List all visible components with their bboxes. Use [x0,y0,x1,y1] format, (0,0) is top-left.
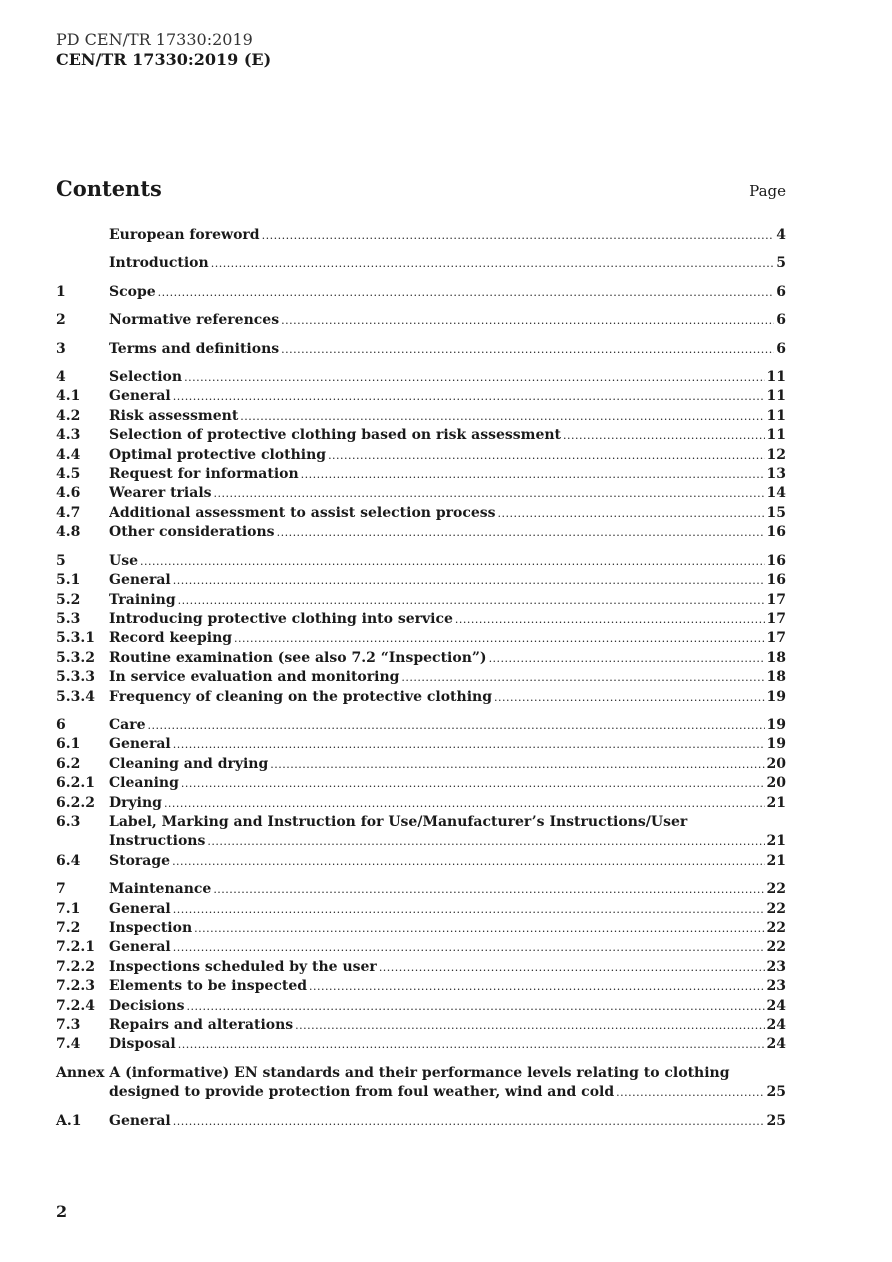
toc-entry-number: 4.5 [56,466,81,483]
toc-entry-number: 6 [56,716,66,733]
leader-dots [187,997,765,1016]
toc-entry-title: Request for information [109,466,299,483]
toc-entry-page: 20 [766,775,786,792]
toc-entry-page: 17 [766,591,786,608]
toc-entry[interactable] [56,1016,786,1035]
leader-dots [379,958,765,977]
leader-dots [172,852,764,871]
toc-entry[interactable] [56,919,786,938]
toc-group [56,254,786,273]
toc-entry-title-wrap [109,997,765,1016]
toc-group [56,283,786,302]
toc-entry-number: 2 [56,312,66,329]
toc-entry-number: 7.2.4 [56,997,95,1014]
toc-entry-page: 13 [766,466,786,483]
toc-entry-title-wrap [109,591,765,610]
leader-dots [213,880,764,899]
toc-entry-title-wrap [109,649,765,668]
leader-dots [178,1035,765,1054]
toc-entry[interactable] [56,504,786,523]
leader-dots [140,552,765,571]
toc-entry-number: 7 [56,881,66,898]
leader-dots [164,794,765,813]
leader-dots [277,523,765,542]
toc-entry[interactable] [56,552,786,571]
toc-entry[interactable] [56,387,786,406]
contents-heading [56,176,786,206]
toc-entry-title: Maintenance [109,881,212,898]
toc-entry-page: 23 [766,958,786,975]
toc-entry[interactable] [56,446,786,465]
toc-entry[interactable] [56,465,786,484]
toc-entry[interactable] [56,340,786,359]
toc-entry-title: Selection [109,369,183,386]
leader-dots [281,340,774,359]
toc-entry-page: 17 [766,630,786,647]
leader-dots [262,226,775,245]
toc-entry-title: General [109,1112,171,1129]
toc-entry-number: 4.3 [56,427,81,444]
toc-entry-title: Disposal [109,1036,176,1053]
toc-entry-title-wrap [109,735,765,754]
toc-entry-page: 15 [766,504,786,521]
toc-entry-page: 6 [776,312,786,329]
toc-entry-title-wrap [109,938,765,957]
toc-entry-number [56,1083,109,1102]
toc-entry-number: 4.2 [56,407,81,424]
toc-entry-title: Annex A (informative) EN standards and their performance levels relating to clothing [56,1064,730,1081]
toc-entry-number: 4.4 [56,446,81,463]
toc-entry-page: 6 [776,340,786,357]
toc-entry[interactable] [56,254,786,273]
toc-entry-title: Use [109,552,138,569]
toc-entry-page: 20 [766,755,786,772]
toc-entry[interactable] [56,668,786,687]
toc-entry-page: 6 [776,283,786,300]
toc-entry-title: Introduction [109,255,209,272]
toc-entry-title: Label, Marking and Instruction for Use/Manufacturer’s Instructions/User [109,813,688,830]
toc-entry-title-wrap [109,552,765,571]
toc-entry-page: 21 [766,833,786,850]
toc-entry-number: 5.3.3 [56,669,95,686]
toc-entry-number: 5 [56,552,66,569]
toc-entry-title: Decisions [109,997,185,1014]
toc-entry-number: 4.6 [56,485,81,502]
leader-dots [158,283,775,302]
toc-entry-title: Care [109,716,146,733]
toc-entry-page: 22 [766,920,786,936]
toc-entry[interactable] [56,283,786,302]
toc-entry-title-wrap [109,283,774,302]
toc-entry-page: 24 [766,1036,786,1053]
toc-entry-page: 21 [766,794,786,811]
toc-entry-number: 7.2 [56,920,81,936]
document-header [56,30,271,70]
toc-entry[interactable] [56,977,786,996]
toc-entry-number: 4.1 [56,388,81,405]
toc-entry[interactable] [56,774,786,793]
toc-entry-number: 5.1 [56,572,81,589]
toc-entry-number: 6.3 [56,813,81,830]
toc-entry[interactable] [56,1083,786,1102]
toc-entry-title: Storage [109,852,171,869]
toc-entry-page: 19 [766,716,786,733]
toc-entry[interactable] [56,880,786,899]
toc-entry-number: 6.2 [56,755,81,772]
toc-entry-number: 7.2.2 [56,958,95,975]
toc-group [56,716,786,871]
toc-entry-page: 22 [766,900,786,917]
toc-entry-title-wrap [109,794,765,813]
toc-entry-title-wrap [109,426,765,445]
toc-entry-page: 16 [766,552,786,569]
toc-entry-title: Cleaning and drying [109,755,269,772]
toc-entry-number [56,832,109,851]
toc-entry-title-wrap [109,880,765,899]
leader-dots [489,649,765,668]
toc-entry[interactable] [56,958,786,977]
toc-entry-number: 6.2.1 [56,775,95,792]
toc-entry-title-wrap [109,387,765,406]
toc-entry-page: 5 [776,255,786,272]
toc-entry-page: 19 [766,736,786,753]
toc-entry-title: Cleaning [109,775,179,792]
toc-entry-title: European foreword [109,227,260,243]
toc-entry[interactable] [56,688,786,707]
leader-dots [214,484,765,503]
toc-entry-title: Training [109,591,176,608]
toc-entry[interactable] [56,755,786,774]
toc-group [56,311,786,330]
toc-entry-title-wrap [109,523,765,542]
toc-entry-title-wrap [109,226,774,245]
toc-entry-title-wrap [109,368,765,387]
toc-entry-number: 7.2.3 [56,978,95,995]
toc-entry-page: 23 [766,978,786,995]
toc-entry-title-wrap [109,813,786,832]
leader-dots [234,629,764,648]
toc-entry-title-wrap [109,1035,765,1054]
toc-entry-title: Instructions [109,833,206,850]
toc-entry-title-wrap [109,900,765,919]
toc-entry-title: Terms and definitions [109,340,280,357]
toc-entry[interactable] [56,591,786,610]
toc-entry-title: Frequency of cleaning on the protective clothing [109,688,492,705]
toc-group [56,340,786,359]
toc-entry-title-wrap [109,254,774,273]
toc-entry[interactable] [56,997,786,1016]
toc-entry-title-wrap [109,688,765,707]
toc-entry-page: 19 [766,688,786,705]
leader-dots [173,900,765,919]
toc-entry-page: 25 [766,1112,786,1129]
toc-entry-title-wrap [109,465,765,484]
leader-dots [309,977,764,996]
toc-entry[interactable] [56,794,786,813]
toc-entry-page: 14 [766,485,786,502]
toc-entry-number: 4.7 [56,504,81,521]
toc-entry-title: Scope [109,283,156,300]
leader-dots [173,571,765,590]
toc-entry[interactable] [56,1112,786,1131]
toc-entry[interactable] [56,735,786,754]
toc-entry-title-wrap [109,610,765,629]
toc-group [56,552,786,707]
toc-entry-page: 18 [766,669,786,686]
contents-title: Contents [56,176,162,201]
toc-entry[interactable] [56,1064,786,1083]
toc-entry[interactable] [56,649,786,668]
leader-dots [194,919,764,938]
toc-entry-title-wrap [109,774,765,793]
toc-entry-title: Inspection [109,920,193,936]
toc-entry-title: Record keeping [109,630,233,647]
toc-entry-title: Introducing protective clothing into service [109,610,453,627]
toc-entry-title: Elements to be inspected [109,978,308,995]
toc-entry-number: 5.3.4 [56,688,95,705]
toc-entry-number [56,254,109,273]
toc-group [56,1064,786,1103]
toc-entry[interactable] [56,407,786,426]
toc-entry[interactable] [56,226,786,245]
toc-entry-page: 16 [766,572,786,589]
toc-entry-page: 24 [766,1017,786,1034]
leader-dots [401,668,764,687]
toc-entry-number: 7.2.1 [56,939,95,956]
toc-group [56,226,786,245]
leader-dots [173,387,765,406]
leader-dots [295,1016,764,1035]
toc-entry-title-wrap [109,919,765,938]
toc-entry-number: 6.4 [56,852,81,869]
leader-dots [173,938,765,957]
toc-entry-title: Wearer trials [109,485,212,502]
toc-entry-number: 6.2.2 [56,794,95,811]
toc-entry-page: 12 [766,446,786,463]
leader-dots [455,610,765,629]
toc-entry[interactable] [56,832,786,851]
toc-entry-page: 11 [766,388,786,405]
toc-entry-number: 7.3 [56,1017,81,1034]
table-of-contents [56,226,786,1140]
toc-entry-title-wrap [109,852,765,871]
toc-entry[interactable] [56,938,786,957]
toc-entry[interactable] [56,1035,786,1054]
toc-entry-number: 5.2 [56,591,81,608]
toc-group [56,368,786,543]
toc-entry[interactable] [56,610,786,629]
toc-entry-title: General [109,572,171,589]
toc-entry-title-wrap [109,832,765,851]
toc-entry-title-wrap [109,1112,765,1131]
leader-dots [148,716,765,735]
leader-dots [184,368,764,387]
toc-entry-title: Additional assessment to assist selection process [109,504,496,521]
toc-entry-page: 24 [766,997,786,1014]
toc-entry-number: 4 [56,369,66,386]
leader-dots [270,755,764,774]
toc-entry-number: 7.4 [56,1036,81,1053]
leader-dots [328,446,764,465]
toc-entry-title: designed to provide protection from foul weather, wind and cold [109,1084,615,1101]
toc-entry-number: 3 [56,340,66,357]
toc-entry-number: 5.3.1 [56,630,95,647]
leader-dots [173,1112,765,1131]
toc-entry-page: 11 [766,369,786,386]
leader-dots [498,504,765,523]
toc-entry-title: Routine examination (see also 7.2 “Inspection”) [109,649,487,666]
leader-dots [181,774,765,793]
leader-dots [563,426,765,445]
toc-entry-page: 17 [766,610,786,627]
toc-entry-page: 11 [766,407,786,424]
toc-entry[interactable] [56,368,786,387]
toc-entry[interactable] [56,716,786,735]
toc-entry[interactable] [56,571,786,590]
toc-entry-title-wrap [109,340,774,359]
toc-entry-title: Repairs and alterations [109,1017,294,1034]
toc-entry-title: Other considerations [109,524,275,541]
document-id: PD CEN/TR 17330:2019 [56,30,253,49]
toc-entry[interactable] [56,900,786,919]
toc-entry-title-wrap [109,1016,765,1035]
toc-entry-title-wrap [109,716,765,735]
page-number: 2 [56,1202,68,1221]
toc-entry-title-wrap [109,1083,765,1102]
leader-dots [281,311,774,330]
toc-entry-page: 21 [766,852,786,869]
leader-dots [173,735,765,754]
leader-dots [178,591,765,610]
toc-entry-title-wrap [109,629,765,648]
toc-entry[interactable] [56,852,786,871]
toc-entry-title-wrap [109,311,774,330]
page-column-label: Page [749,182,786,200]
leader-dots [211,254,775,273]
toc-entry-title-wrap [109,407,765,426]
toc-entry-page: 25 [766,1084,786,1101]
toc-entry-page: 4 [776,227,786,243]
leader-dots [301,465,765,484]
toc-entry-title: General [109,939,171,956]
toc-entry-title: In service evaluation and monitoring [109,669,400,686]
toc-entry[interactable] [56,311,786,330]
toc-entry-number: 5.3.2 [56,649,95,666]
toc-entry-number [56,226,109,245]
toc-entry-title: Normative references [109,312,280,329]
toc-entry-title-wrap [109,484,765,503]
toc-entry-title: Selection of protective clothing based on risk assessment [109,427,561,444]
toc-group [56,1112,786,1131]
toc-entry-page: 16 [766,524,786,541]
leader-dots [494,688,765,707]
toc-entry-title: General [109,736,171,753]
toc-entry-page: 22 [766,881,786,898]
toc-entry-title: Optimal protective clothing [109,446,327,463]
toc-entry-number: A.1 [56,1112,82,1129]
toc-entry-title-wrap [109,977,765,996]
leader-dots [240,407,764,426]
toc-entry-number: 5.3 [56,610,81,627]
toc-entry-title-wrap [109,668,765,687]
toc-entry-title: General [109,388,171,405]
toc-entry[interactable] [56,813,786,832]
toc-entry-title: Risk assessment [109,407,239,424]
toc-entry-title-wrap [109,446,765,465]
toc-entry-title-wrap [109,571,765,590]
toc-entry[interactable] [56,523,786,542]
toc-entry[interactable] [56,484,786,503]
document-id-language: CEN/TR 17330:2019 (E) [56,50,272,69]
toc-entry-number: 7.1 [56,900,81,917]
toc-entry-page: 18 [766,649,786,666]
toc-entry-title: General [109,900,171,917]
leader-dots [616,1083,764,1102]
toc-group [56,880,786,1055]
toc-entry[interactable] [56,629,786,648]
toc-entry-title-wrap [109,755,765,774]
leader-dots [207,832,764,851]
toc-entry-title-wrap [109,504,765,523]
toc-entry-number: 4.8 [56,524,81,541]
toc-entry[interactable] [56,426,786,445]
toc-entry-title: Drying [109,794,162,811]
toc-entry-title: Inspections scheduled by the user [109,958,377,975]
toc-entry-title-wrap [109,958,765,977]
toc-entry-page: 11 [766,427,786,444]
toc-entry-number: 6.1 [56,736,81,753]
toc-entry-page: 22 [766,939,786,956]
toc-entry-number: 1 [56,283,66,300]
